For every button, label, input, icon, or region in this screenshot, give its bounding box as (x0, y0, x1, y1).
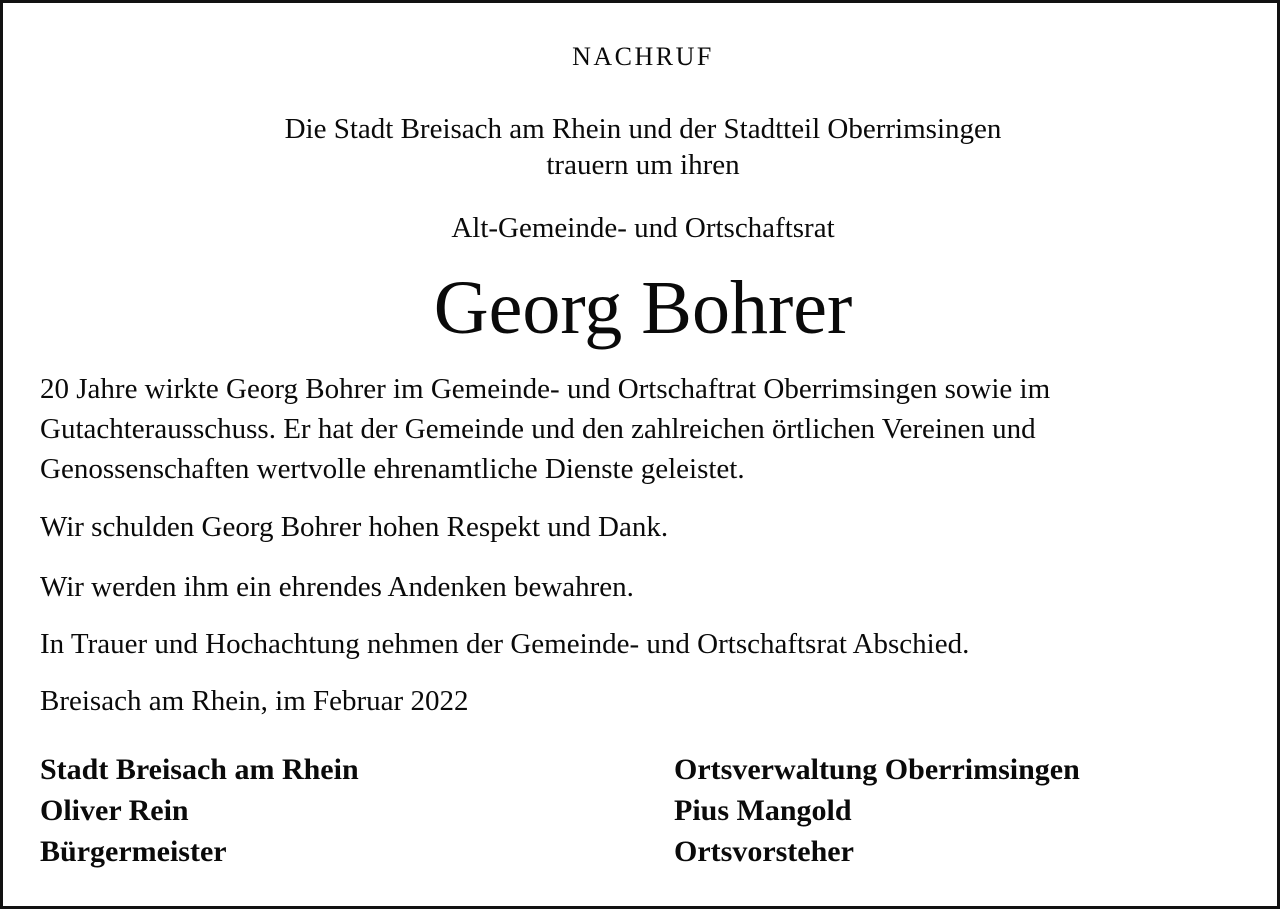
deceased-role: Alt-Gemeinde- und Ortschaftsrat (451, 212, 835, 244)
respect-sentence: Wir schulden Georg Bohrer hohen Respekt und Dank. (40, 511, 669, 543)
intro-line-1: Die Stadt Breisach am Rhein und der Stadtteil Oberrimsingen (284, 113, 1002, 145)
tribute-line-3: Genossenschaften wertvolle ehrenamtliche Dienste geleistet. (40, 453, 745, 485)
signature-title: Bürgermeister (40, 835, 227, 868)
obituary-heading: NACHRUF (572, 42, 714, 71)
tribute-line-2: Gutachterausschuss. Er hat der Gemeinde und den zahlreichen örtlichen Vereinen und (40, 413, 1036, 445)
intro-line-2: trauern um ihren (546, 149, 740, 181)
place-date: Breisach am Rhein, im Februar 2022 (40, 685, 469, 717)
farewell-sentence: In Trauer und Hochachtung nehmen der Gemeinde- und Ortschaftsrat Abschied. (40, 628, 970, 660)
signature-person: Pius Mangold (674, 794, 852, 827)
tribute-line-1: 20 Jahre wirkte Georg Bohrer im Gemeinde- und Ortschaftrat Oberrimsingen sowie im (40, 373, 1051, 405)
signature-person: Oliver Rein (40, 794, 189, 827)
signature-organization: Stadt Breisach am Rhein (40, 753, 359, 786)
signature-title: Ortsvorsteher (674, 835, 854, 868)
signature-block-district (674, 749, 1080, 872)
tribute-paragraph (40, 369, 1050, 489)
memory-sentence: Wir werden ihm ein ehrendes Andenken bewahren. (40, 571, 634, 603)
signature-organization: Ortsverwaltung Oberrimsingen (674, 753, 1080, 786)
signature-block-city (40, 749, 359, 872)
deceased-name: Georg Bohrer (433, 266, 853, 350)
